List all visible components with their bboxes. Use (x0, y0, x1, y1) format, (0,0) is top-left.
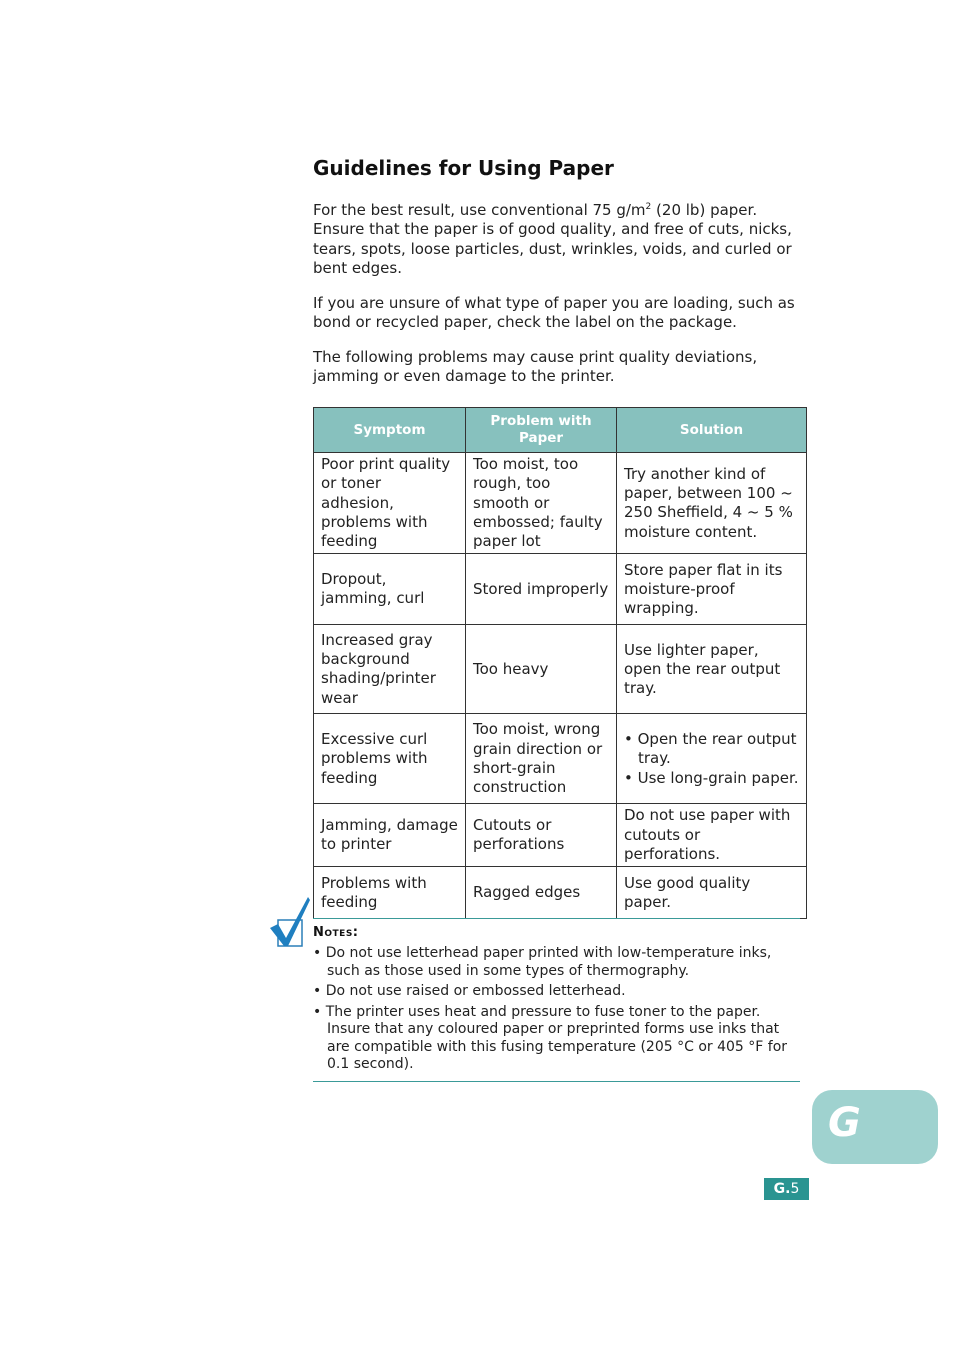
page-number-prefix: G. (773, 1181, 791, 1197)
symptom-cell: Problems with feeding (314, 867, 466, 919)
symptom-cell: Increased gray background shading/printer wear (314, 625, 466, 714)
solution-bullet: • Use long-grain paper. (624, 768, 799, 787)
solution-cell: Try another kind of paper, between 100 ~ 250 Sheffield, 4 ~ 5 % moisture content. (617, 453, 807, 554)
table-header-row (314, 408, 807, 453)
symptom-cell: Jamming, damage to printer (314, 804, 466, 867)
page-title: Guidelines for Using Paper (313, 156, 614, 180)
symptom-cell: Poor print quality or toner adhesion, problems with feeding (314, 453, 466, 554)
problem-cell: Too moist, too rough, too smooth or embossed; faulty paper lot (466, 453, 617, 554)
notes-list (313, 945, 800, 1077)
notes-title: Notes: (313, 925, 359, 940)
superscript-two: 2 (645, 202, 652, 212)
page-number-value: 5 (790, 1181, 800, 1197)
table-row (314, 804, 807, 867)
symptom-cell: Dropout, jamming, curl (314, 554, 466, 625)
note-item: • Do not use raised or embossed letterhead. (313, 983, 626, 999)
chapter-tab (812, 1090, 938, 1164)
note-item: • The printer uses heat and pressure to fuse toner to the paper. Insure that any coloured paper or preprinted forms use inks that are compatible with this fusing temperature (205 °C or 405 °F for 0.1 second). (313, 1003, 788, 1072)
solution-cell (617, 714, 807, 804)
table-row (314, 554, 807, 625)
problem-cell: Stored improperly (466, 554, 617, 625)
paper-problems-table (313, 407, 807, 919)
solution-cell: Use lighter paper, open the rear output tray. (617, 625, 807, 714)
paper-type-paragraph: If you are unsure of what type of paper you are loading, such as bond or recycled paper, check the label on the package. (313, 294, 795, 332)
header-problem: Problem with Paper (466, 408, 617, 453)
checkmark-icon (268, 894, 312, 950)
problem-cell: Cutouts or perforations (466, 804, 617, 867)
table-row (314, 714, 807, 804)
notes-bottom-divider (313, 1081, 800, 1082)
solution-cell: Store paper flat in its moisture-proof wrapping. (617, 554, 807, 625)
problem-cell: Too heavy (466, 625, 617, 714)
table-row (314, 625, 807, 714)
intro-text-end: (20 lb) paper. Ensure that the paper is of good quality, and free of cuts, nicks, tears, spots, loose particles, dust, wrinkles, voids, and curled or bent edges. (313, 201, 792, 277)
header-solution: Solution (617, 408, 807, 453)
page-number (764, 1178, 809, 1200)
solution-bullet: • Open the rear output tray. (624, 730, 797, 768)
notes-top-divider (313, 918, 800, 919)
problems-paragraph: The following problems may cause print quality deviations, jamming or even damage to the printer. (313, 348, 758, 386)
table-row (314, 867, 807, 919)
problem-cell: Too moist, wrong grain direction or short-grain construction (466, 714, 617, 804)
problem-cell: Ragged edges (466, 867, 617, 919)
solution-cell: Use good quality paper. (617, 867, 807, 919)
symptom-cell: Excessive curl problems with feeding (314, 714, 466, 804)
solution-bullet-list (624, 730, 799, 788)
intro-paragraph (313, 201, 808, 278)
intro-text-start: For the best result, use conventional 75 g/m (313, 201, 646, 219)
header-symptom: Symptom (314, 408, 466, 453)
chapter-letter: G (828, 1100, 861, 1146)
solution-cell: Do not use paper with cutouts or perforations. (617, 804, 807, 867)
note-item: • Do not use letterhead paper printed with low-temperature inks, such as those used in some types of thermography. (313, 945, 772, 979)
table-row (314, 453, 807, 554)
